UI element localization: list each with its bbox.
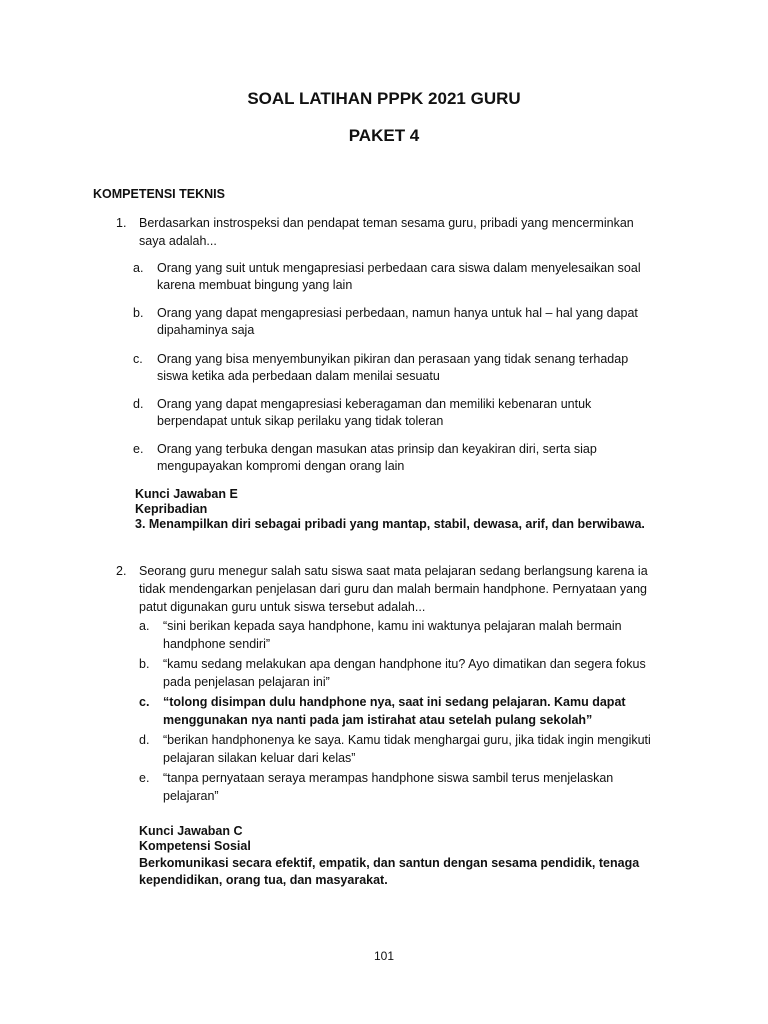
option-letter: e. [139,771,150,785]
option-letter: c. [139,695,150,709]
page-number: 101 [373,949,395,963]
option-text-line: “kamu sedang melakukan apa dengan handphone itu? Ayo dimatikan dan segera fokus [163,657,646,671]
answer-indicator: 3. Menampilkan diri sebagai pribadi yang mantap, stabil, dewasa, arif, dan berwibawa. [135,517,645,531]
option-text-line: pelajaran silakan keluar dari kelas” [163,751,356,765]
section-heading: KOMPETENSI TEKNIS [93,187,225,201]
option-text-line: berpendapat untuk sikap perilaku yang tidak toleran [157,414,444,428]
option-text-line: “tanpa pernyataan seraya merampas handphone siswa sambil terus menjelaskan [163,771,614,785]
option-text-line: Orang yang dapat mengapresiasi keberagaman dan memiliki kebenaran untuk [157,397,592,411]
question-number: 1. [116,216,127,230]
option-letter: d. [133,397,144,411]
answer-competency: Kepribadian [135,502,208,516]
option-text-line: Orang yang terbuka dengan masukan atas prinsip dan keyakiran diri, serta siap [157,442,597,456]
question-text-line: patut digunakan guru untuk siswa tersebut adalah... [139,600,426,614]
answer-competency: Kompetensi Sosial [139,839,251,853]
option-text-line: handphone sendiri” [163,637,271,651]
option-text-line: “sini berikan kepada saya handphone, kamu ini waktunya pelajaran malah bermain [163,619,622,633]
option-text-line: mengupayakan kompromi dengan orang lain [157,459,405,473]
option-text-line: “berikan handphonenya ke saya. Kamu tidak menghargai guru, jika tidak ingin mengikuti [163,733,651,747]
question-text-line: tidak mendengarkan penjelasan dari guru dan malah bermain handphone. Pernyataan yang [139,582,647,596]
option-letter: e. [133,442,144,456]
answer-indicator: kependidikan, orang tua, dan masyarakat. [139,873,388,887]
option-letter: a. [139,619,150,633]
option-text-line: karena membuat bingung yang lain [157,278,353,292]
option-text-line: “tolong disimpan dulu handphone nya, saat ini sedang pelajaran. Kamu dapat [163,695,626,709]
question-number: 2. [116,564,127,578]
option-text-line: dipahaminya saja [157,323,255,337]
option-text-line: Orang yang bisa menyembunyikan pikiran dan perasaan yang tidak senang terhadap [157,352,629,366]
option-text-line: menggunakan nya nanti pada jam istirahat atau setelah pulang sekolah” [163,713,593,727]
page-title: SOAL LATIHAN PPPK 2021 GURU [247,89,521,108]
question-text-line: Seorang guru menegur salah satu siswa saat mata pelajaran sedang berlangsung karena ia [139,564,648,578]
option-text-line: siswa ketika ada perbedaan dalam menilai sesuatu [157,369,440,383]
option-text-line: pada penjelasan pelajaran ini” [163,675,330,689]
page-subtitle: PAKET 4 [348,126,420,145]
option-letter: a. [133,261,144,275]
answer-indicator: Berkomunikasi secara efektif, empatik, dan santun dengan sesama pendidik, tenaga [139,856,640,870]
option-letter: b. [133,306,144,320]
option-text-line: pelajaran” [163,789,219,803]
question-text-line: saya adalah... [139,234,217,248]
option-text-line: Orang yang dapat mengapresiasi perbedaan, namun hanya untuk hal – hal yang dapat [157,306,638,320]
option-letter: c. [133,352,143,366]
answer-key: Kunci Jawaban C [139,824,243,838]
option-letter: d. [139,733,150,747]
option-letter: b. [139,657,150,671]
answer-key: Kunci Jawaban E [135,487,238,501]
question-text-line: Berdasarkan instrospeksi dan pendapat teman sesama guru, pribadi yang mencerminkan [139,216,634,230]
option-text-line: Orang yang suit untuk mengapresiasi perbedaan cara siswa dalam menyelesaikan soal [157,261,641,275]
